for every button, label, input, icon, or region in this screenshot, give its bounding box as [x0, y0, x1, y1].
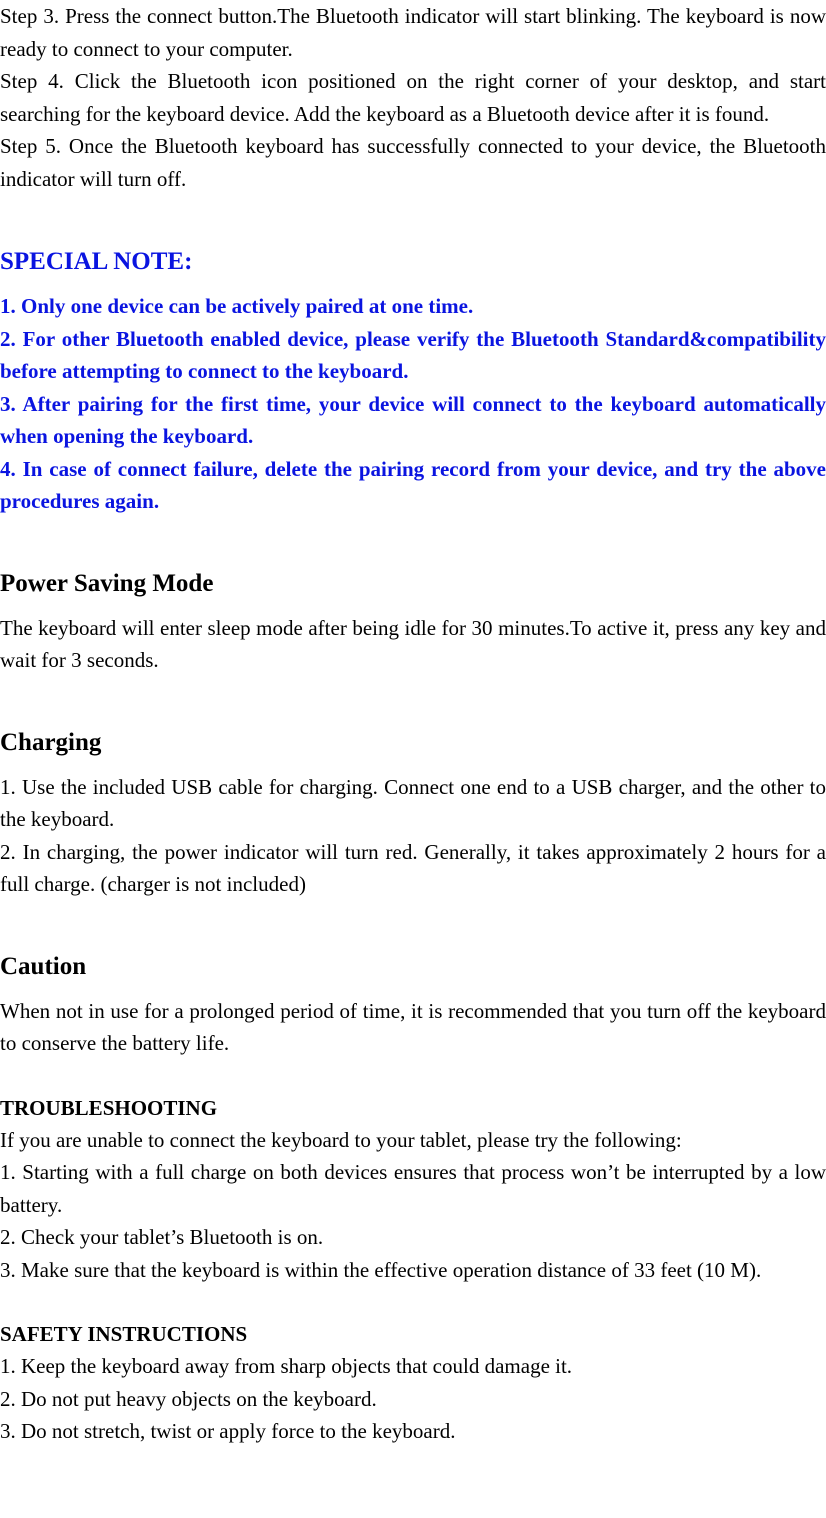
caution-text: When not in use for a prolonged period of time, it is recommended that you turn off the keyboard to conserve the battery life.	[0, 998, 826, 1055]
steps-section	[0, 0, 826, 195]
caution-title: Caution	[0, 952, 87, 980]
special-note-item: 3. After pairing for the first time, your device will connect to the keyboard automatically when opening the keyboard.	[0, 391, 826, 448]
troubleshooting-item: 3. Make sure that the keyboard is within the effective operation distance of 33 feet (10 M).	[0, 1257, 762, 1282]
safety-item: 3. Do not stretch, twist or apply force to the keyboard.	[0, 1419, 456, 1443]
troubleshooting-item: 2. Check your tablet’s Bluetooth is on.	[0, 1225, 324, 1249]
special-note-section	[0, 246, 826, 518]
charging-item: 2. In charging, the power indicator will turn red. Generally, it takes approximately 2 hours for a full charge. (charger is not included)	[0, 839, 826, 896]
charging-title: Charging	[0, 728, 102, 756]
caution-section	[0, 951, 826, 1060]
charging-item: 1. Use the included USB cable for charging. Connect one end to a USB charger, and the other to the keyboard.	[0, 774, 826, 831]
special-note-item: 4. In case of connect failure, delete the pairing record from your device, and try the above procedures again.	[0, 456, 826, 513]
step-5-text: Step 5. Once the Bluetooth keyboard has successfully connected to your device, the Bluetooth indicator will turn off.	[0, 134, 826, 191]
special-note-item: 2. For other Bluetooth enabled device, please verify the Bluetooth Standard&compatibility before attempting to connect to the keyboard.	[0, 326, 826, 383]
step-3-text: Step 3. Press the connect button.The Bluetooth indicator will start blinking. The keyboard is now ready to connect to your computer.	[0, 4, 826, 61]
troubleshooting-title: TROUBLESHOOTING	[0, 1095, 218, 1120]
troubleshooting-item: 1. Starting with a full charge on both devices ensures that process won’t be interrupted by a low battery.	[0, 1160, 826, 1217]
power-saving-text: The keyboard will enter sleep mode after being idle for 30 minutes.To active it, press any key and wait for 3 seconds.	[0, 615, 826, 672]
special-note-title: SPECIAL NOTE:	[0, 248, 193, 275]
step-4-text: Step 4. Click the Bluetooth icon positioned on the right corner of your desktop, and start searching for the keyboard device. Add the keyboard as a Bluetooth device after it is found.	[0, 69, 826, 126]
power-saving-section	[0, 568, 826, 677]
power-saving-title: Power Saving Mode	[0, 569, 214, 597]
troubleshooting-section	[0, 1092, 826, 1287]
safety-section	[0, 1318, 826, 1448]
safety-item: 1. Keep the keyboard away from sharp objects that could damage it.	[0, 1354, 573, 1378]
troubleshooting-intro: If you are unable to connect the keyboard to your tablet, please try the following:	[0, 1127, 682, 1152]
safety-title: SAFETY INSTRUCTIONS	[0, 1322, 248, 1346]
safety-item: 2. Do not put heavy objects on the keyboard.	[0, 1386, 377, 1411]
special-note-item: 1. Only one device can be actively paired at one time.	[0, 294, 474, 318]
charging-section	[0, 727, 826, 901]
